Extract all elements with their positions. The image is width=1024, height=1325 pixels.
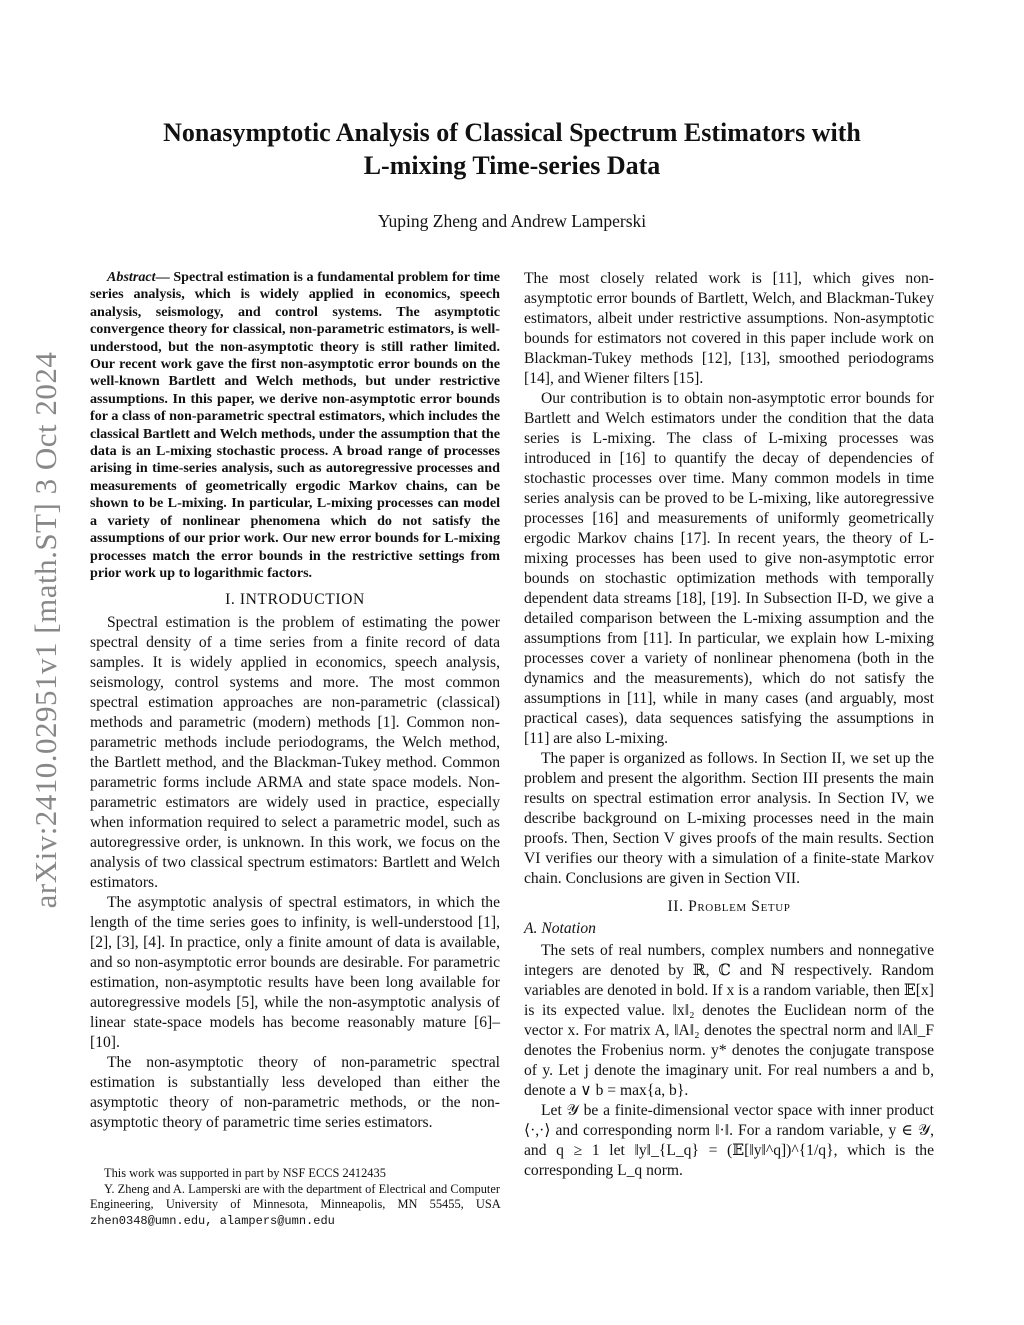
title-line-2: L-mixing Time-series Data	[363, 151, 661, 180]
contribution-paragraph: Our contribution is to obtain non-asymptotic error bounds for Bartlett and Welch estimators under the condition that the data series is L-mixing. The class of L-mixing processes was introduced in [16] to quantify the decay of dependencies of stochastic processes over time. Many common models in time series analysis can be proved to be L-mixing, like autoregressive processes [16] and measurements of uniformly geometrically ergodic Markov chains [17]. In recent years, the theory of L-mixing processes has been used to give non-asymptotic error bounds on stochastic optimization methods with temporally dependent data streams [18], [19]. In Subsection II-D, we give a detailed comparison between the L-mixing assumption and the assumptions from [11]. In particular, we explain how L-mixing processes cover a variety of nonlinear phenomena (both in the dynamics and the measurements), which do not satisfy the assumptions in [11], while in many cases (and arguably, most practical cases), data sequences satisfying the assumptions in [11] are also L-mixing.	[524, 390, 934, 747]
intro-paragraph-3: The non-asymptotic theory of non-parametric spectral estimation is substantially less developed than either the asymptotic theory of non-parametric methods, or the non-asymptotic theory of parametric time series estimators.	[90, 1054, 500, 1132]
subsection-heading-notation: A. Notation	[524, 920, 596, 937]
footnotes	[90, 1166, 500, 1229]
section-heading-introduction: I. INTRODUCTION	[225, 591, 365, 609]
footnote-emails[interactable]: zhen0348@umn.edu, alampers@umn.edu	[90, 1213, 335, 1228]
section-heading-problem-setup: II. Problem Setup	[667, 898, 791, 915]
notation-paragraph-2: Let 𝒴 be a finite-dimensional vector space with inner product ⟨·,·⟩ and corresponding norm ‖·‖. For a random variable, y ∈ 𝒴, and q ≥ 1 let ‖y‖_{L_q} = (𝔼[‖y‖^q])^{1/q}, which is the corresponding L_q norm.	[524, 1102, 934, 1179]
related-work-paragraph: The most closely related work is [11], which gives non-asymptotic error bounds of Bartlett, Welch, and Blackman-Tukey estimators, albeit under restrictive assumptions. Non-asymptotic bounds for estimators not covered in this paper include work on Blackman-Tukey methods [12], [13], smoothed periodograms [14], and Wiener filters [15].	[524, 270, 934, 387]
right-column	[524, 269, 934, 1181]
footnote-affiliation	[90, 1182, 500, 1230]
organization-paragraph: The paper is organized as follows. In Section II, we set up the problem and present the algorithm. Section III presents the main results on spectral estimation error analysis. In Section IV, we describe background on L-mixing processes need in the main proofs. Then, Section V gives proofs of the main results. Section VI verifies our theory with a simulation of a finite-state Markov chain. Conclusions are given in Section VII.	[524, 750, 934, 887]
title-line-1: Nonasymptotic Analysis of Classical Spectrum Estimators with	[163, 118, 861, 147]
arxiv-identifier: arXiv:2410.02951v1 [math.ST] 3 Oct 2024	[28, 351, 63, 909]
notation-paragraph-1: The sets of real numbers, complex numbers and nonnegative integers are denoted by ℝ, ℂ and ℕ respectively. Random variables are denoted in bold. If x is a random variable, then 𝔼[x] is its expected value. ‖x‖₂ denotes the Euclidean norm of the vector x. For matrix A, ‖A‖₂ denotes the spectral norm and ‖A‖_F denotes the Frobenius norm. y* denotes the conjugate transpose of y. Let j denote the imaginary unit. For real numbers a and b, denote a ∨ b = max{a, b}.	[524, 942, 934, 1099]
paper-title	[120, 116, 904, 182]
abstract-label: Abstract	[107, 269, 156, 285]
abstract-text: — Spectral estimation is a fundamental problem for time series analysis, which is widely applied in economics, speech analysis, seismology, and control systems. The asymptotic convergence theory for classical, non-parametric estimators, is well-understood, but the non-asymptotic theory is still rather limited. Our recent work gave the first non-asymptotic error bounds on the well-known Bartlett and Welch methods, but under restrictive assumptions. In this paper, we derive non-asymptotic error bounds for a class of non-parametric spectral estimators, which includes the classical Bartlett and Welch methods, under the assumption that the data is an L-mixing stochastic process. A broad range of processes arising in time-series analysis, such as autoregressive processes and measurements of geometrically ergodic Markov chains, can be shown to be L-mixing. In particular, L-mixing processes can model a variety of nonlinear phenomena which do not satisfy the assumptions of our prior work. Our new error bounds for L-mixing processes match the error bounds in the restrictive settings from prior work up to logarithmic factors.	[90, 269, 500, 581]
abstract	[90, 269, 500, 582]
arxiv-sidebar-stamp	[16, 300, 76, 960]
paper-authors: Yuping Zheng and Andrew Lamperski	[377, 211, 647, 231]
footnote-affiliation-text: Y. Zheng and A. Lamperski are with the department of Electrical and Computer Engineering, University of Minnesota, Minneapolis, MN 55455, USA	[90, 1181, 500, 1212]
intro-paragraph-1: Spectral estimation is the problem of estimating the power spectral density of a time series from a finite record of data samples. It is widely applied in economics, speech analysis, seismology, control systems and more. The most common spectral estimation approaches are non-parametric (classical) methods and parametric (modern) methods [1]. Common non-parametric methods include periodograms, the Welch method, the Bartlett method, and the Blackman-Tukey method. Common parametric forms include ARMA and state space models. Non-parametric estimators are widely used in practice, especially when information required to select a parametric model, such as autoregressive order, is unknown. In this work, we focus on the analysis of two classical spectrum estimators: Bartlett and Welch estimators.	[90, 614, 500, 892]
intro-paragraph-2: The asymptotic analysis of spectral estimators, in which the length of the time series goes to infinity, is well-understood [1], [2], [3], [4]. In practice, only a finite amount of data is available, and so non-asymptotic error bounds are desirable. For parametric estimation, non-asymptotic results have been long available for autoregressive models [5], while the non-asymptotic analysis of linear state-space models has become reasonably mature [6]–[10].	[90, 894, 500, 1052]
footnote-funding: This work was supported in part by NSF ECCS 2412435	[104, 1166, 386, 1180]
left-column	[90, 269, 500, 1133]
